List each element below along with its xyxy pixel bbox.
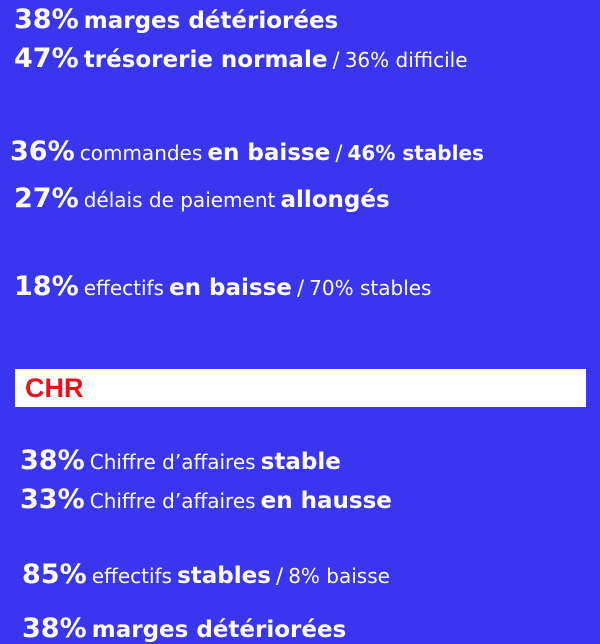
stat-emphasis: stable	[260, 449, 341, 475]
separator: /	[335, 141, 343, 165]
stat-secondary: 36% difficile	[344, 48, 468, 72]
stat-text: délais de paiement	[83, 188, 276, 212]
stat-line-chr-margins	[22, 615, 346, 642]
stat-emphasis: en hausse	[260, 488, 392, 514]
stat-percent: 33%	[20, 484, 85, 515]
stat-line-revenue-up	[20, 486, 392, 513]
stat-emphasis: allongés	[280, 187, 390, 213]
stat-secondary: 70% stables	[309, 276, 432, 300]
stat-percent: 18%	[14, 271, 79, 302]
separator: /	[297, 276, 305, 300]
section-title: CHR	[25, 373, 84, 403]
stat-line-chr-staff	[22, 561, 390, 588]
stat-line-revenue-stable	[20, 447, 341, 474]
stat-percent: 38%	[14, 4, 79, 35]
stat-text: effectifs	[91, 564, 172, 588]
stat-percent: 38%	[20, 445, 85, 476]
stat-text: Chiffre d’affaires	[89, 450, 256, 474]
stat-text: effectifs	[83, 276, 164, 300]
stat-emphasis: marges détériorées	[91, 617, 347, 643]
stat-text: Chiffre d’affaires	[89, 489, 256, 513]
stat-percent: 85%	[22, 559, 87, 590]
stat-line-margins	[14, 6, 338, 33]
stat-percent: 47%	[14, 43, 79, 74]
stat-percent: 27%	[14, 183, 79, 214]
stat-line-payment-delays	[14, 185, 390, 212]
stat-emphasis: marges détériorées	[83, 8, 339, 34]
stat-line-orders	[10, 138, 484, 165]
stat-emphasis: en baisse	[169, 275, 292, 301]
stat-text: commandes	[79, 141, 203, 165]
separator: /	[276, 564, 284, 588]
separator: /	[332, 48, 340, 72]
stat-percent: 36%	[10, 136, 75, 167]
stat-secondary: 8% baisse	[288, 564, 390, 588]
section-banner-chr	[15, 369, 586, 407]
stat-line-treasury	[14, 45, 468, 72]
stat-emphasis: en baisse	[207, 140, 331, 166]
stat-secondary: 46% stables	[347, 141, 484, 165]
stat-percent: 38%	[22, 613, 87, 644]
stat-line-staff	[14, 273, 431, 300]
stat-emphasis: stables	[177, 563, 271, 589]
stat-emphasis: trésorerie normale	[83, 47, 328, 73]
